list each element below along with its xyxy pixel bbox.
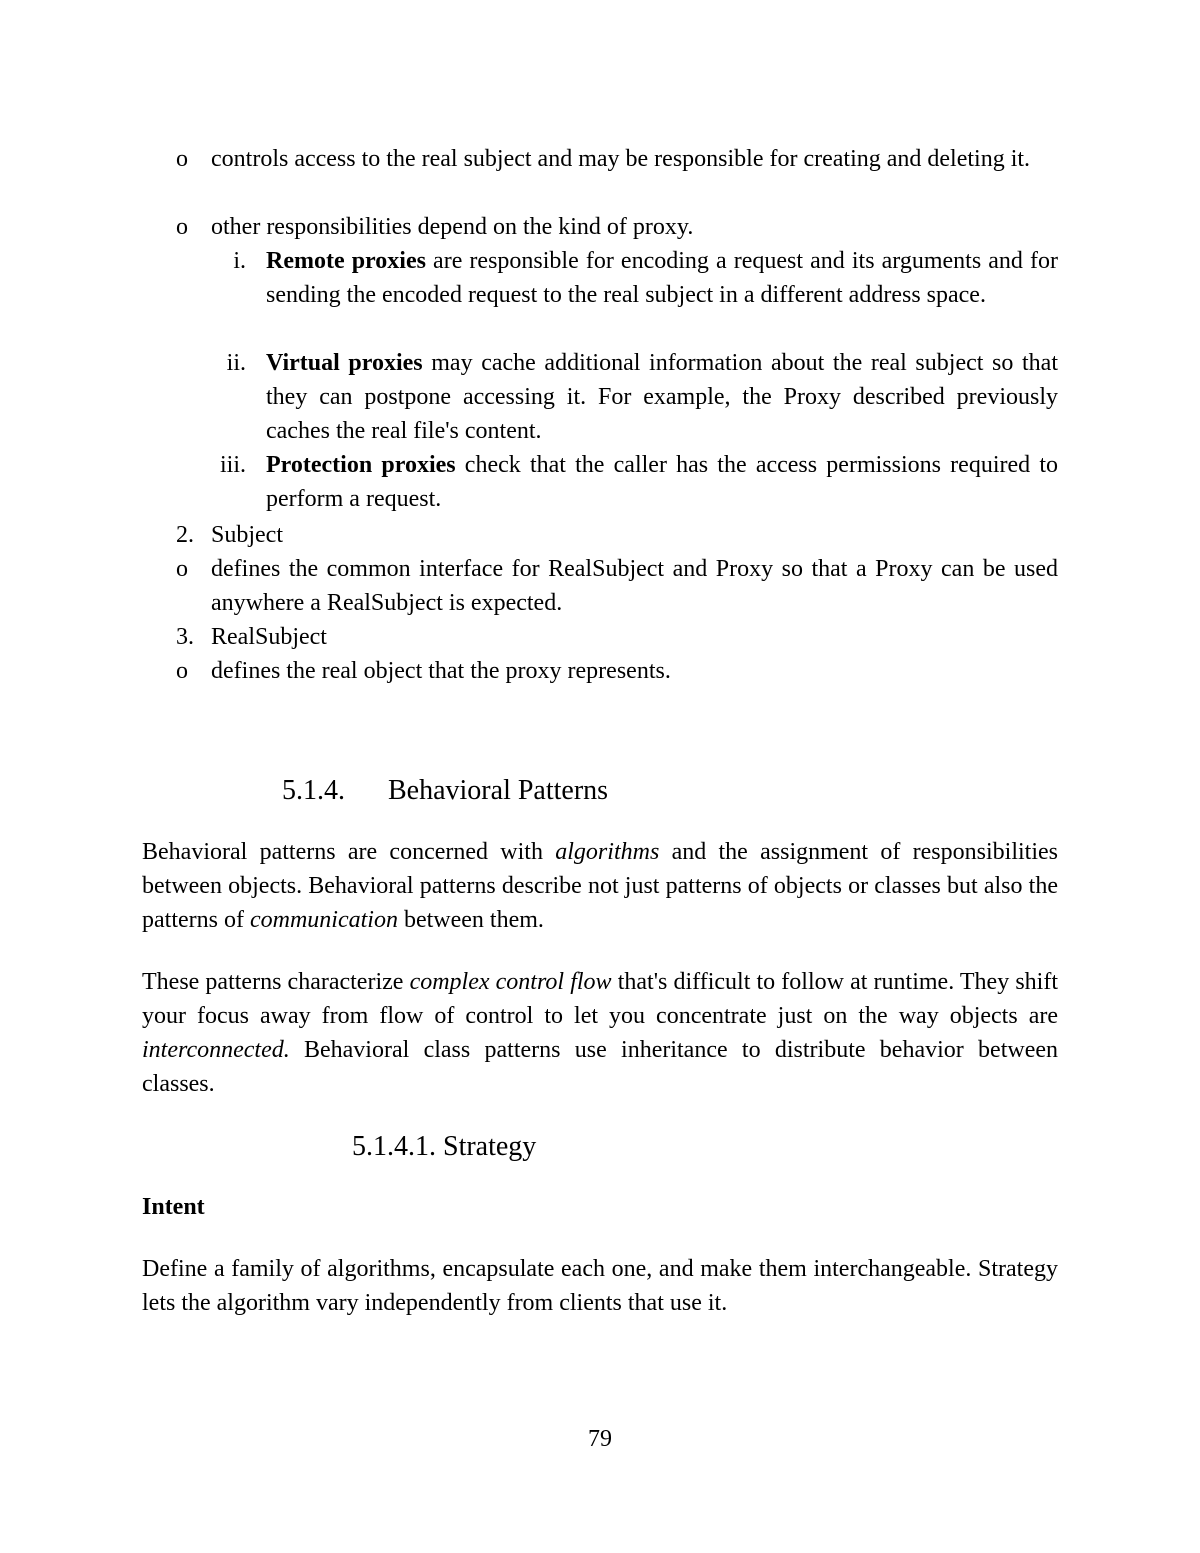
emphasis-complex-control-flow: complex control flow [409,969,612,995]
roman-marker: i. [233,248,246,274]
term-remote-proxies: Remote proxies [266,248,426,274]
emphasis-algorithms: algorithms [555,839,660,865]
subsection-number: 5.1.4.1. [352,1131,436,1162]
para-text: These patterns characterize [142,969,410,995]
intent-label: Intent [142,1194,205,1220]
roman-marker: iii. [219,452,246,478]
bullet-marker: o [176,556,188,582]
section-heading-title [388,773,608,809]
sublist-text [266,448,1058,516]
participant-label: Subject [211,522,283,548]
section-number: 5.1.4. [282,775,345,806]
intent-text: Define a family of algorithms, encapsulate each one, and make them interchangeable. Strategy lets the algorithm vary independently from clients that use it. [142,1256,1058,1316]
emphasis-communication: communication [249,907,398,933]
sublist-text [266,244,1058,312]
page-number: 79 [588,1426,612,1452]
bullet-text: defines the common interface for RealSubject and Proxy so that a Proxy can be used anywhere a RealSubject is expected. [211,556,1058,616]
term-virtual-proxies: Virtual proxies [266,350,423,376]
bullet-text: controls access to the real subject and may be responsible for creating and deleting it. [211,146,1031,172]
emphasis-interconnected: interconnected. [142,1037,290,1063]
number-marker: 2. [176,522,194,548]
term-description: check that the caller has the access permissions required to perform a request. [266,452,1058,512]
para-text: and the assignment of responsibilities between objects. Behavioral patterns describe not just patterns of objects or classes but also the patterns of [142,839,1058,933]
behavioral-paragraph-2 [142,965,1058,1101]
roman-marker: ii. [226,350,246,376]
term-description: may cache additional information about the real subject so that they can postpone accessing it. For example, the Proxy described previously caches the real file's content. [266,350,1058,444]
para-text: Behavioral class patterns use inheritance to distribute behavior between classes. [142,1037,1058,1097]
para-text: Behavioral patterns are concerned with [142,839,556,865]
behavioral-paragraph-1 [142,835,1058,937]
subsection-title: Strategy [443,1131,537,1162]
subsection-heading [352,1129,536,1165]
term-description: are responsible for encoding a request and its arguments and for sending the encoded request to the real subject in a different address space. [266,248,1058,308]
para-text: between them. [397,907,544,933]
bullet-marker: o [176,214,188,240]
sublist-text [266,346,1058,448]
number-marker: 3. [176,624,194,650]
section-heading [282,773,345,809]
participant-label: RealSubject [211,624,327,650]
section-title: Behavioral Patterns [388,775,609,806]
bullet-text: defines the real object that the proxy represents. [211,658,671,684]
bullet-marker: o [176,658,188,684]
para-text: that's difficult to follow at runtime. They shift your focus away from flow of control to let you concentrate just on the way objects are [142,969,1058,1029]
bullet-text: other responsibilities depend on the kind of proxy. [211,214,694,240]
term-protection-proxies: Protection proxies [266,452,456,478]
bullet-marker: o [176,146,188,172]
